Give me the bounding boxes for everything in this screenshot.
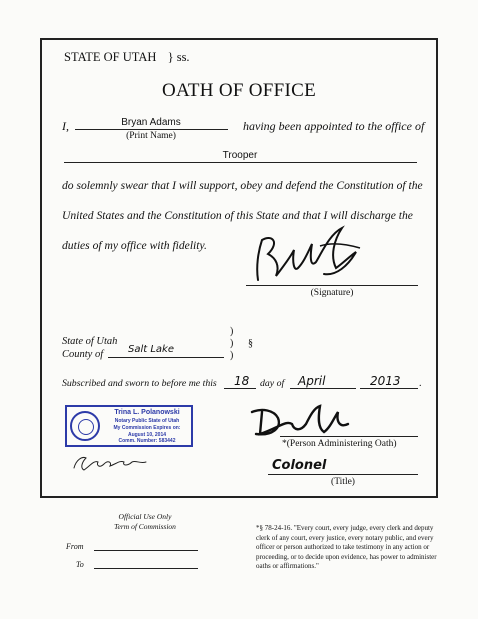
oath-body-line-2: United States and the Constitution of this State and that I will discharge the bbox=[62, 209, 413, 222]
signature-label: (Signature) bbox=[310, 288, 354, 298]
statute-footnote: *§ 78-24-16. "Every court, every judge, every clerk and deputy clerk of any court, every justice, every notary public, and every officer or person authorized to take testimony in any action or proceeding, or to decide upon evidence, has power to administer oaths or affirmations." bbox=[256, 524, 437, 570]
title-line bbox=[268, 474, 418, 475]
venue-county-label: County of bbox=[62, 349, 104, 360]
oath-body-line-1: do solemnly swear that I will support, obey and defend the Constitution of the bbox=[62, 179, 423, 192]
from-line bbox=[94, 550, 198, 551]
notary-line-3: August 10, 2014 bbox=[127, 432, 167, 438]
administrator-line bbox=[280, 436, 418, 437]
print-name-label: (Print Name) bbox=[126, 131, 176, 141]
year-line bbox=[360, 388, 418, 389]
oath-taker-signature bbox=[250, 222, 370, 292]
office-line bbox=[64, 162, 417, 163]
term-of-commission-label: Term of Commission bbox=[114, 522, 176, 531]
oath-body-line-3: duties of my office with fidelity. bbox=[62, 239, 207, 252]
notary-name: Trina L. Polanowski bbox=[114, 409, 180, 416]
day-of-label: day of bbox=[260, 378, 285, 389]
notary-stamp bbox=[65, 405, 193, 447]
venue-paren-1: ) bbox=[230, 326, 234, 337]
administrator-title-value: Colonel bbox=[272, 458, 327, 473]
notary-signature bbox=[70, 452, 150, 474]
month-line bbox=[290, 388, 356, 389]
county-line bbox=[108, 357, 224, 358]
venue-paren-2: ) bbox=[230, 338, 234, 349]
venue-state-label: State of Utah bbox=[62, 336, 118, 347]
day-value: 18 bbox=[234, 374, 250, 388]
month-value: April bbox=[298, 374, 326, 388]
office-value: Trooper bbox=[222, 150, 258, 161]
signature-line bbox=[246, 285, 418, 286]
state-of-utah-label: STATE OF UTAH bbox=[64, 50, 157, 64]
day-line bbox=[224, 388, 256, 389]
notary-line-2: My Commission Expires on: bbox=[113, 425, 181, 431]
notary-seal-icon bbox=[70, 411, 100, 441]
to-label: To bbox=[76, 560, 84, 569]
state-line bbox=[64, 50, 190, 65]
notary-line-4: Comm. Number: 583442 bbox=[118, 438, 176, 444]
administrator-signature bbox=[248, 398, 358, 440]
document-title: OATH OF OFFICE bbox=[161, 80, 317, 101]
section-mark: § bbox=[248, 338, 253, 349]
county-value: Salt Lake bbox=[128, 344, 174, 355]
print-name-value: Bryan Adams bbox=[121, 117, 181, 128]
print-name-line bbox=[75, 129, 228, 130]
i-label: I, bbox=[62, 119, 69, 133]
year-value: 2013 bbox=[370, 374, 401, 388]
notary-line-1: Notary Public State of Utah bbox=[114, 418, 180, 424]
title-label: (Title) bbox=[331, 477, 355, 487]
subscribed-end-dot: . bbox=[419, 378, 422, 389]
administrator-label: *(Person Administering Oath) bbox=[282, 439, 397, 449]
from-label: From bbox=[66, 542, 84, 551]
ss-label: } ss. bbox=[167, 50, 190, 64]
subscribed-text: Subscribed and sworn to before me this bbox=[62, 378, 217, 389]
to-line bbox=[94, 568, 198, 569]
venue-paren-3: ) bbox=[230, 350, 234, 361]
official-use-heading: Official Use Only bbox=[118, 512, 172, 521]
appointed-text: having been appointed to the office of bbox=[243, 119, 425, 133]
